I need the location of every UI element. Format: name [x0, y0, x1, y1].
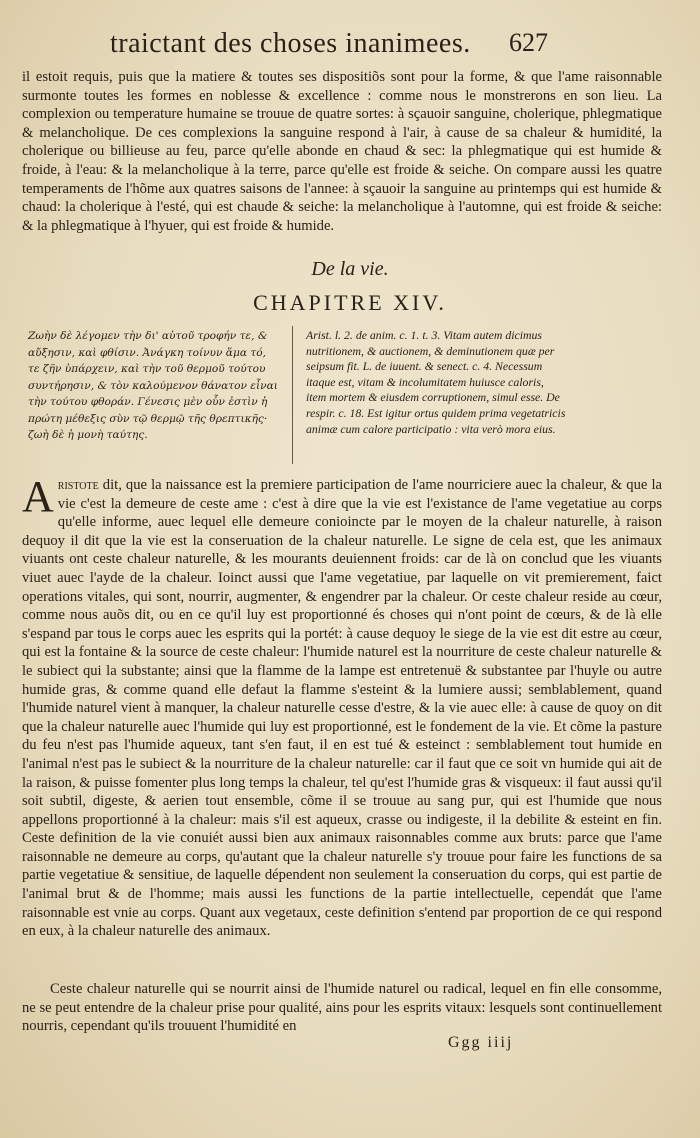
latin-epigraph: Arist. l. 2. de anim. c. 1. t. 3. Vitam autem dicimus nutritionem, & auctionem, & deminutionem quæ per seipsum fit. L. de iuuent. & senect. c. 4. Necessum itaque est, vitam & incolumitatem huiusce caloris, item mortem & eiusdem corruptionem, simul esse. De respir. c. 18. Est igitur ortus quidem prima vegetatricis animæ cum calore participatio : vita verò mora eius. [306, 328, 566, 436]
running-head: traictant des choses inanimees. [110, 28, 471, 59]
drop-cap: A [22, 472, 54, 521]
main-paragraph [22, 472, 662, 941]
page-number: 627 [509, 28, 548, 57]
intro-paragraph: il estoit requis, puis que la matiere & toutes ses dispositiõs sont pour la forme, & que l'ame raisonnable surmonte toutes les formes en noblesse & excellence : comme nous le monstrerons en son lieu. La complexion ou temperature humaine se trouue de quatre sortes: à sçauoir sanguine, cholerique, phlegmatique & melancholique. De ces complexions la sanguine respond à l'air, à cause de sa chaleur & humidité, la cholerique ou billieuse au feu, parce qu'elle abonde en chaud & sec: la phlegmatique qui est humide & froide, à l'eau: & la melancholique à la terre, parce qu'elle est froide & seiche. On compare aussi les quatre temperaments de l'hõme aux quatres saisons de l'annee: à sçauoir la sanguine au printemps qui est humide & chaud: la cholerique à l'esté, qui est chaude & seiche: la melancholique à l'automne, qui est froide & seiche: & la phlegmatique à l'hyuer, qui est froide & humide. [22, 69, 662, 234]
chapter-title: CHAPITRE XIV. [253, 290, 447, 315]
greek-epigraph: Ζωὴν δὲ λέγομεν τὴν δι' αὑτοῦ τροφήν τε, & αὔξησιν, καὶ φθίσιν. Ἀνάγκη τοίνυν ἅμα τό, τε ζῆν ὑπάρχειν, καὶ τὴν τοῦ θερμοῦ τούτου συντήρησιν, & τὸν καλούμενον θάνατον εἶναι τὴν τούτου φθοράν. Γένεσις μὲν οὖν ἐστὶν ἡ πρώτη μέθεξις σὺν τῷ θερμῷ τῆς θρεπτικῆς· ζωὴ δὲ ἡ μονὴ ταύτης. [28, 330, 278, 441]
section-title: De la vie. [311, 258, 389, 280]
main-paragraph-text: dit, que la naissance est la premiere participation de l'ame nourriciere auec la chaleur, & que la vie c'est la demeure de ceste ame : c'est à dire que la vie est l'existance de l'ame vegetatiue au corps qu'elle informe, auec lequel elle demeure conioincte par le moyen de la chaleur naturelle, à raison dequoy il dit que la vie est la conseruation de la chaleur naturelle. Le signe de cela est, que les animaux viuants ont ceste chaleur naturelle, & les mourants deuiennent froids: car de là on conclud que les viuants viuet auec l'ayde de la chaleur. Ioinct aussi que l'ame vegetatiue, par laquelle on vit premierement, faict operations vitales, qui sont, nourrir, augmenter, & engendrer par la chaleur. Or ceste chaleur reside au cœur, comme nous auõs dit, ou en ce qu'il luy est proportionné és choses qui n'ont point de cœurs, & de là elle s'espand par tous le corps auec les esprits qui la portét: à cause dequoy le siege de la vie est dit estre au cœur, qui est la fontaine & la source de ceste chaleur: l'humide naturel est la nourriture de ceste chaleur naturelle & le subiect qui la substante; ainsi que la flamme de la lampe est entretenuë & substantee par l'huyle ou autre humide gras, & comme quand elle defaut la flamme s'esteint & la lumiere aussi; semblablement, quand l'humide naturel vient à manquer, la chaleur naturelle cesse d'estre, & la vie auec elle: à cause de quoy on dit que la chaleur naturelle auec l'humide qui luy est proportionné, est le fondement de la vie. Et cõme la pasture du feu n'est pas l'humide aqueux, tant s'en faut, il en est tué & esteinct : semblablement tout humide en l'animal n'est pas le subiect & la nourriture de la chaleur naturelle: car il faut que ce soit vn humide qui ait de la raison, & puisse fomenter plus long temps la chaleur, tel qu'est l'humide gras & visqueux: il faut aussi qu'il soit subtil, digeste, & aerien tout ensemble, cõme il se trouue au sang pur, qui est l'humide que nous appellons proportionné à la chaleur: mais s'il est aqueux, crasse ou indigeste, il la debilite & esteint en fin. Ceste definition de la vie conuiét aussi bien aux animaux raisonnables comme aux bruts: parce que l'ame raisonnable ne demeure au corps, qu'autant que la chaleur naturelle s'y trouue pour faire les functions de sa partie vegetatiue & sensitiue, de laquelle dépendent non seulement la conseruation du corps, qui est partie de l'animal brut & de l'homme; mais aussi les functions de la partie intellectuelle, cependát que l'ame raisonnable est vnie au corps. Quant aux vegetaux, ceste definition s'entend par proportion de ce qui respond en eux, à la chaleur naturelle des animaux. [22, 477, 662, 940]
column-divider [292, 326, 293, 464]
signature-mark: Ggg iiij [448, 1034, 514, 1051]
lead-word: ristote [57, 477, 99, 493]
closing-paragraph: Ceste chaleur naturelle qui se nourrit ainsi de l'humide naturel ou radical, lequel en fin elle consomme, ne se peut entendre de la chaleur prise pour qualité, ains pour les esprits vitaux: lesquels sont continuellement nourris, cependant qu'ils trouuent l'humidité en [22, 981, 662, 1035]
